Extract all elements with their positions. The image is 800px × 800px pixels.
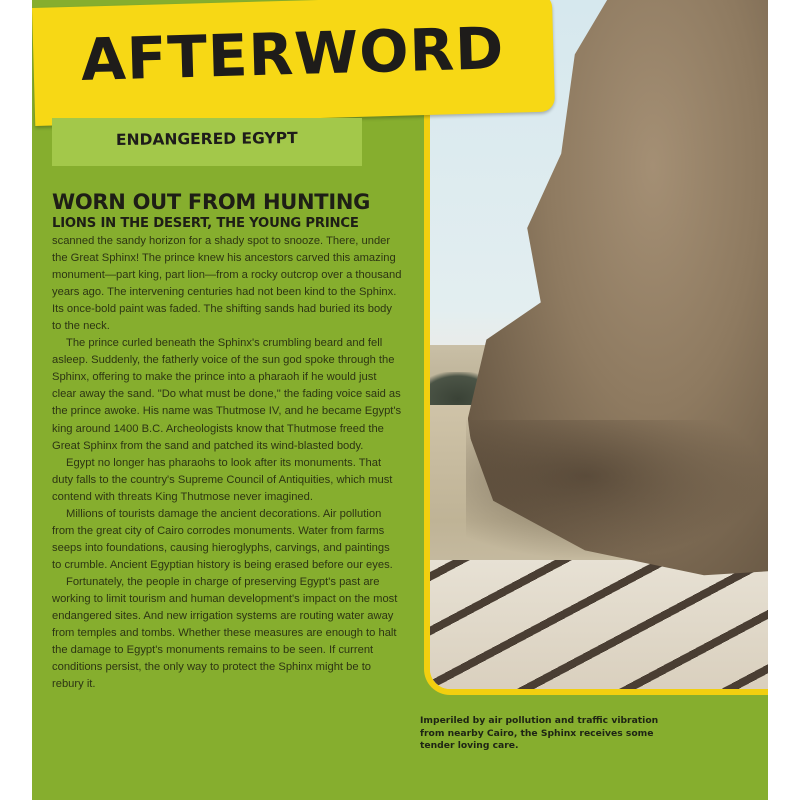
article-body [52,233,402,693]
paragraph: scanned the sandy horizon for a shady spot to snooze. There, under the Great Sphinx! The prince knew his ancestors carved this amazing monument—part king, part lion—from a rocky outcrop over a thousand years ago. The intervening centuries had not been kind to the Sphinx. Its once-bold paint was faded. The shifting sands had buried its body to the neck. [52,235,402,333]
sphinx-shadow [466,420,766,560]
wooden-scaffolding [430,560,768,695]
article-dek: LIONS IN THE DESERT, THE YOUNG PRINCE [52,216,359,231]
paragraph: Fortunately, the people in charge of preserving Egypt's past are working to limit tourism and human development's impact on the most endangered sites. And new irrigation systems are routing water away from temples and tombs. Whether these measures are enough to halt the damage to Egypt's monuments remains to be seen. If current conditions persist, the only way to protect the Sphinx might be to rebury it. [52,575,398,691]
article-headline: WORN OUT FROM HUNTING [52,190,371,214]
page-subtitle: ENDANGERED EGYPT [115,129,298,149]
page-title: AFTERWORD [80,14,506,94]
article [52,190,402,693]
paragraph: Millions of tourists damage the ancient decorations. Air pollution from the great city of Cairo corrodes monuments. Water from farms seeps into foundations, causing hieroglyphs, carvings, and paintings to crumble. Ancient Egyptian history is being erased before our eyes. [52,507,393,571]
paragraph: The prince curled beneath the Sphinx's crumbling beard and fell asleep. Suddenly, the fatherly voice of the sun god spoke through the Sphinx, offering to make the prince into a pharaoh if he would just clear away the sand. "Do what must be done," the fading voice said as the prince awoke. His name was Thutmose IV, and he became Egypt's king around 1400 B.C. Archeologists know that Thutmose freed the Great Sphinx from the sand and patched its wind-blasted body. [52,337,402,452]
paragraph: Egypt no longer has pharaohs to look after its monuments. That duty falls to the country's Supreme Council of Antiquities, which must contend with threats King Thutmose never imagined. [52,456,393,503]
book-page [32,0,768,800]
photo-caption: Imperiled by air pollution and traffic vibration from nearby Cairo, the Sphinx receives some tender loving care. [420,715,659,751]
